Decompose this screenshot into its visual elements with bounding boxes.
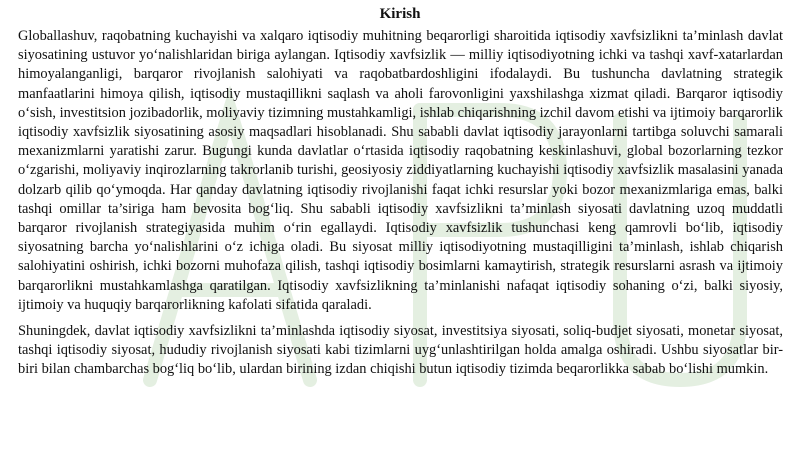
paragraph-1: Globallashuv, raqobatning kuchayishi va xalqaro iqtisodiy muhitning beqarorligi sharoitida iqtisodiy xavfsizlikni ta’minlash davlat siyosatining ustuvor yo‘nalishlaridan biriga aylangan. Iqtisodiy xavfsizlik — milliy iqtisodiyotning ichki va tashqi xavf-xatarlardan himoyalanganligi, barqaror rivojlanish salohiyati va raqobatbardoshligini ifodalaydi. Bu tushuncha davlatning strategik manfaatlarini himoya qilish, iqtisodiy mustaqillikni saqlash va aholi farovonligini yaxshilashga xizmat qiladi. Barqaror iqtisodiy o‘sish, investitsion jozibadorlik, moliyaviy tizimning mustahkamligi, ishlab chiqarishning izchil davom etishi va ijtimoiy barqarorlik iqtisodiy xavfsizlik siyosatining asosiy maqsadlari hisoblanadi. Shu sababli davlat iqtisodiy jarayonlarni tartibga soluvchi samarali mexanizmlarni yaratishi zarur. Bugungi kunda davlatlar o‘rtasida iqtisodiy raqobatning keskinlashuvi, global bozorlarning tezkor o‘zgarishi, moliyaviy inqirozlarning takrorlanib turishi, geosiyosiy ziddiyatlarning kuchayishi iqtisodiy xavfsizlik masalasini yanada dolzarb qilib qo‘ymoqda. Har qanday davlatning iqtisodiy rivojlanishi faqat ichki resurslar yoki bozor mexanizmlariga emas, balki tashqi omillar ta’siriga ham bevosita bog‘liq. Shu sababli iqtisodiy xavfsizlikni ta’minlash siyosati davlatning uzoq muddatli barqaror rivojlanish strategiyasida muhim o‘rin egallaydi. Iqtisodiy xavfsizlik tushunchasi keng qamrovli bo‘lib, iqtisodiy siyosatning barcha yo‘nalishlarini o‘z ichiga oladi. Bu siyosat milliy iqtisodiyotning mustaqilligini ta’minlash, ishlab chiqarish salohiyatini oshirish, ichki bozorni muhofaza qilish, tashqi iqtisodiy bosimlarni kamaytirish, strategik resurslarni asrash va ijtimoiy barqarorlikni mustahkamlashga qaratilgan. Iqtisodiy xavfsizlikning ta’minlanishi nafaqat iqtisodiy sohaning o‘zi, balki siyosiy, ijtimoiy va huquqiy barqarorlikning kafolati sifatida qaraladi. xyxy=(18,28,783,313)
document-body xyxy=(18,27,783,380)
document-title: Kirish xyxy=(379,6,421,22)
paragraph-2: Shuningdek, davlat iqtisodiy xavfsizlikni ta’minlashda iqtisodiy siyosat, investitsiya siyosati, soliq-budjet siyosati, monetar siyosat, tashqi iqtisodiy siyosat, hududiy rivojlanish siyosati kabi tizimlarni uyg‘unlashtirilgan holda amalga oshiradi. Ushbu siyosatlar bir-biri bilan chambarchas bog‘liq bo‘lib, ulardan birining izdan chiqishi butun iqtisodiy tizimda beqarorlikka sabab bo‘lishi mumkin. xyxy=(18,323,783,378)
